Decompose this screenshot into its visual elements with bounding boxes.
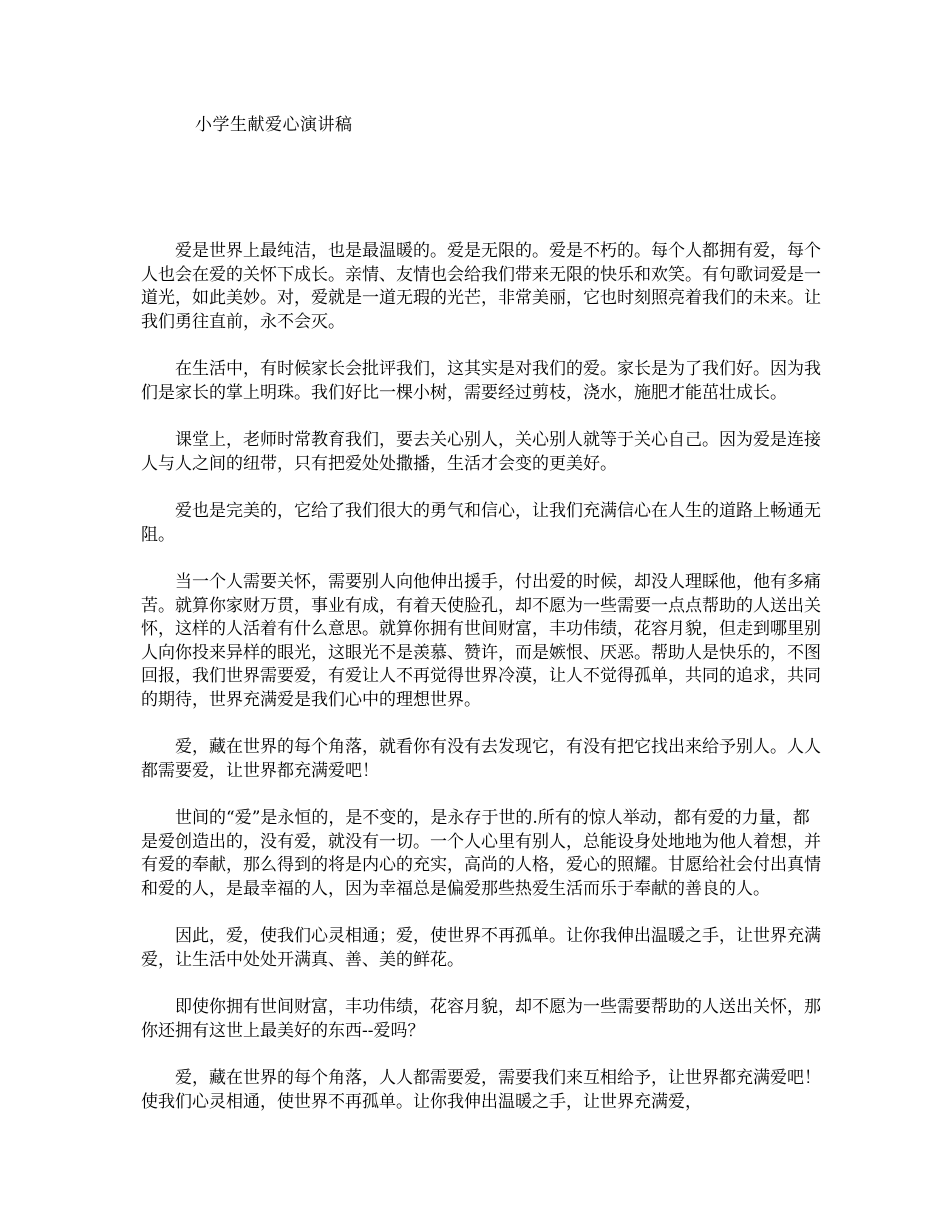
paragraph-3: 课堂上，老师时常教育我们，要去关心别人，关心别人就等于关心自己。因为爱是连接人与人之间的纽带，只有把爱处处撒播，生活才会变的更美好。 <box>141 430 821 474</box>
document-title: 小学生献爱心演讲稿 <box>195 115 353 135</box>
paragraph-1: 爱是世界上最纯洁，也是最温暖的。爱是无限的。爱是不朽的。每个人都拥有爱，每个人也会在爱的关怀下成长。亲情、友情也会给我们带来无限的快乐和欢笑。有句歌词爱是一道光，如此美妙。对，爱就是一道无瑕的光芒，非常美丽，它也时刻照亮着我们的未来。让我们勇往直前，永不会灭。 <box>141 241 821 332</box>
paragraph-4: 爱也是完美的，它给了我们很大的勇气和信心，让我们充满信心在人生的道路上畅通无阻。 <box>141 501 821 545</box>
paragraph-8: 因此，爱，使我们心灵相通；爱，使世界不再孤单。让你我伸出温暖之手，让世界充满爱，让生活中处处开满真、善、美的鲜花。 <box>141 926 821 970</box>
document-body <box>141 240 825 1138</box>
paragraph-9: 即使你拥有世间财富，丰功伟绩，花容月貌，却不愿为一些需要帮助的人送出关怀，那你还拥有这世上最美好的东西--爱吗？ <box>141 997 821 1041</box>
paragraph-10: 爱，藏在世界的每个角落，人人都需要爱，需要我们来互相给予，让世界都充满爱吧！使我们心灵相通，使世界不再孤单。让你我伸出温暖之手，让世界充满爱， <box>141 1068 821 1112</box>
paragraph-2: 在生活中，有时候家长会批评我们，这其实是对我们的爱。家长是为了我们好。因为我们是家长的掌上明珠。我们好比一棵小树，需要经过剪枝，浇水，施肥才能茁壮成长。 <box>141 359 821 403</box>
paragraph-5: 当一个人需要关怀，需要别人向他伸出援手，付出爱的时候，却没人理睬他，他有多痛苦。就算你家财万贯，事业有成，有着天使脸孔，却不愿为一些需要一点点帮助的人送出关怀，这样的人活着有什么意思。就算你拥有世间财富，丰功伟绩，花容月貌，但走到哪里别人向你投来异样的眼光，这眼光不是羡慕、赞许，而是嫉恨、厌恶。帮助人是快乐的，不图回报，我们世界需要爱，有爱让人不再觉得世界冷漠，让人不觉得孤单，共同的追求，共同的期待，世界充满爱是我们心中的理想世界。 <box>141 572 821 710</box>
paragraph-6: 爱，藏在世界的每个角落，就看你有没有去发现它，有没有把它找出来给予别人。人人都需要爱，让世界都充满爱吧！ <box>141 737 821 781</box>
paragraph-7: 世间的“爱”是永恒的，是不变的，是永存于世的.所有的惊人举动，都有爱的力量，都是爱创造出的，没有爱，就没有一切。一个人心里有别人，总能设身处地地为他人着想，并有爱的奉献，那么得到的将是内心的充实，高尚的人格，爱心的照耀。甘愿给社会付出真情和爱的人，是最幸福的人，因为幸福总是偏爱那些热爱生活而乐于奉献的善良的人。 <box>141 808 821 899</box>
